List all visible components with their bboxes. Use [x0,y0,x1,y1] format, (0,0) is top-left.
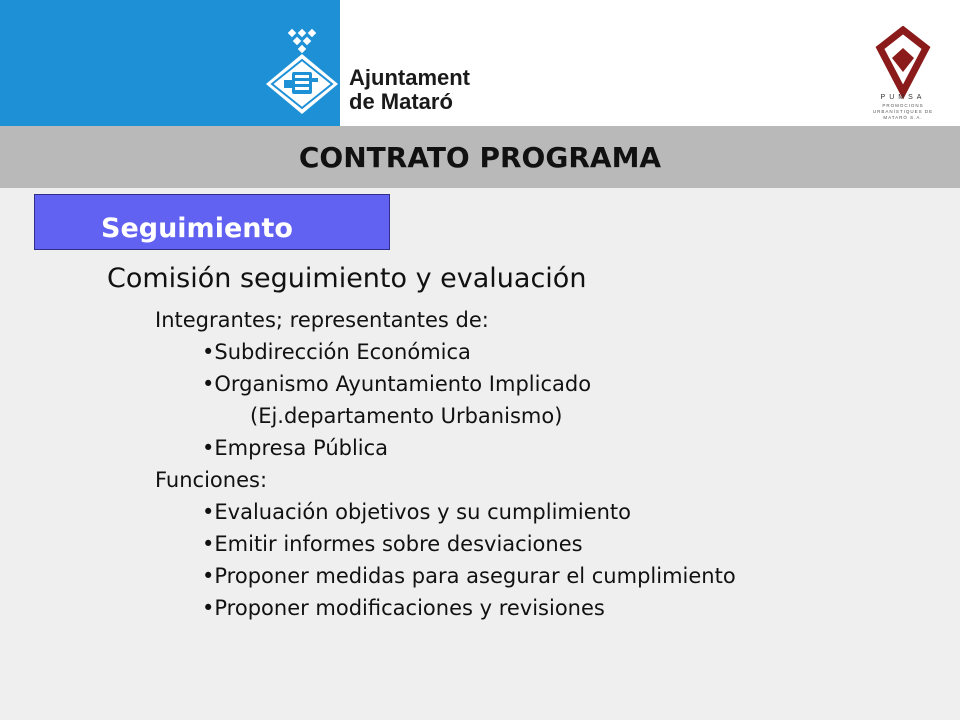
org-name-line1: Ajuntament [349,65,470,90]
list-item: •Empresa Pública [202,436,389,460]
partner-name: PUMSA [880,94,926,101]
functions-heading: Funciones: [155,468,268,492]
org-name [349,66,470,114]
list-item: •Organismo Ayuntamiento Implicado [202,372,592,396]
list-item: •Subdirección Económica [202,340,471,364]
title-band [0,126,960,188]
list-item-note: (Ej.departamento Urbanismo) [250,404,563,428]
list-item: •Emitir informes sobre desviaciones [202,532,583,556]
section-label-box [34,194,390,250]
org-name-line2: de Mataró [349,89,453,114]
partner-subtitle: PROMOCIONS URBANÍSTIQUES DE MATARÓ S.A. [872,103,934,120]
members-heading: Integrantes; representantes de: [155,308,489,332]
section-label: Seguimiento [101,213,293,244]
list-item: •Proponer medidas para asegurar el cumplimiento [202,564,736,588]
main-heading: Comisión seguimiento y evaluación [107,263,587,294]
ajuntament-shield-icon [262,28,340,116]
list-item: •Proponer modificaciones y revisiones [202,596,605,620]
list-item: •Evaluación objetivos y su cumplimiento [202,500,632,524]
page-title: CONTRATO PROGRAMA [298,141,662,174]
